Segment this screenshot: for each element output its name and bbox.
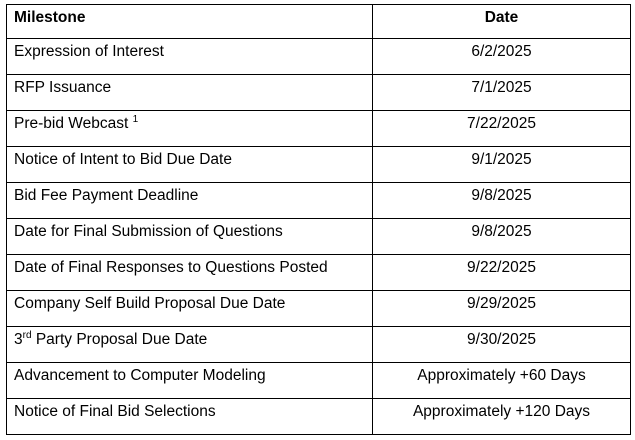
table-row (7, 363, 631, 399)
date-cell: 7/1/2025 (373, 75, 631, 111)
milestone-cell: Expression of Interest (7, 39, 373, 75)
milestone-cell: RFP Issuance (7, 75, 373, 111)
date-cell: 7/22/2025 (373, 111, 631, 147)
milestone-cell: Company Self Build Proposal Due Date (7, 291, 373, 327)
date-cell: 6/2/2025 (373, 39, 631, 75)
table-row (7, 291, 631, 327)
table-row (7, 39, 631, 75)
milestone-cell: Advancement to Computer Modeling (7, 363, 373, 399)
table-row (7, 219, 631, 255)
milestone-cell (7, 111, 373, 147)
milestone-cell: Date of Final Responses to Questions Posted (7, 255, 373, 291)
milestone-cell: Date for Final Submission of Questions (7, 219, 373, 255)
ordinal-number: 3 (14, 331, 23, 348)
milestone-cell: Notice of Intent to Bid Due Date (7, 147, 373, 183)
table-row (7, 255, 631, 291)
date-cell: Approximately +120 Days (373, 399, 631, 435)
date-column-header: Date (373, 5, 631, 39)
table-row (7, 111, 631, 147)
table-row (7, 75, 631, 111)
table-row (7, 399, 631, 435)
header-row (7, 5, 631, 39)
date-cell: 9/30/2025 (373, 327, 631, 363)
table-row (7, 327, 631, 363)
footnote-marker: 1 (132, 114, 139, 125)
milestone-text: Party Proposal Due Date (31, 331, 208, 348)
date-cell: Approximately +60 Days (373, 363, 631, 399)
date-cell: 9/8/2025 (373, 183, 631, 219)
milestone-cell (7, 327, 373, 363)
table-row (7, 147, 631, 183)
milestone-cell: Notice of Final Bid Selections (7, 399, 373, 435)
date-cell: 9/1/2025 (373, 147, 631, 183)
milestone-text: Pre-bid Webcast (14, 115, 129, 132)
ordinal-suffix: rd (22, 330, 32, 341)
date-cell: 9/22/2025 (373, 255, 631, 291)
milestone-column-header: Milestone (7, 5, 373, 39)
date-cell: 9/8/2025 (373, 219, 631, 255)
milestone-cell: Bid Fee Payment Deadline (7, 183, 373, 219)
date-cell: 9/29/2025 (373, 291, 631, 327)
milestone-table (6, 4, 631, 435)
table-row (7, 183, 631, 219)
